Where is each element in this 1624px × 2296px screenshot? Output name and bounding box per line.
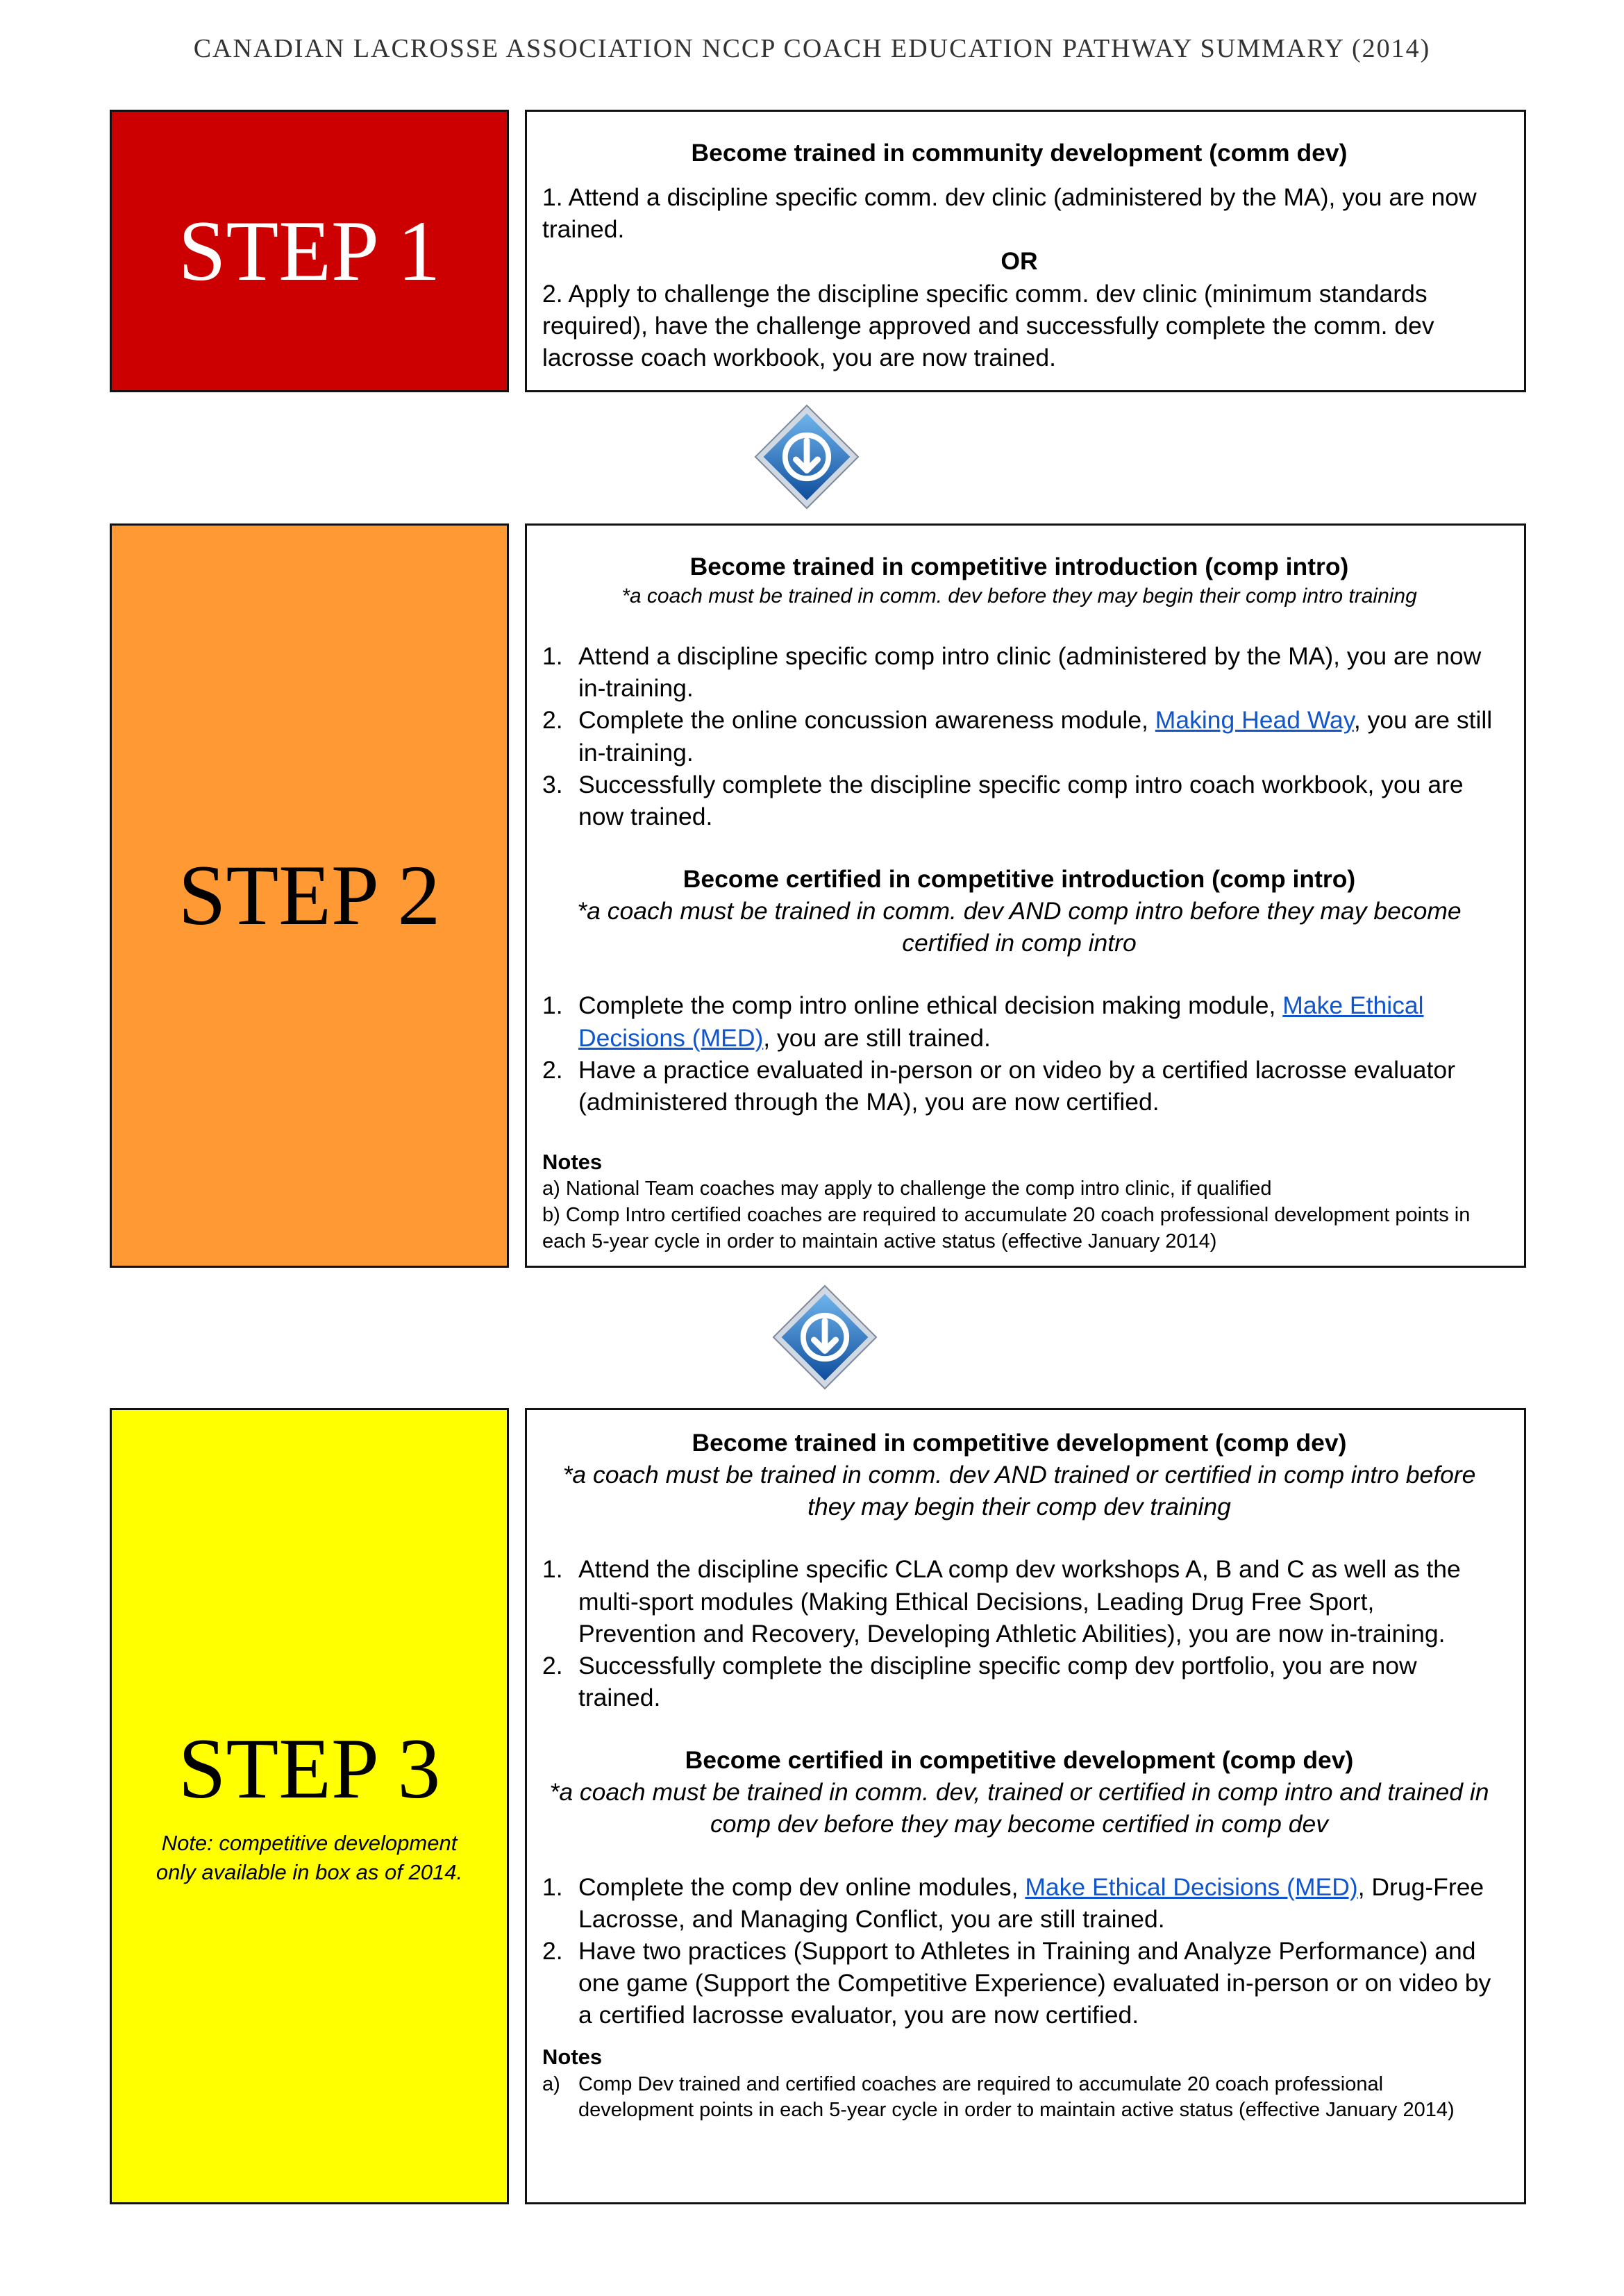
step2-certified-note: *a coach must be trained in comm. dev AND comp intro before they may become certified in comp intro	[577, 897, 1462, 957]
note-item: b) Comp Intro certified coaches are required to accumulate 20 coach professional development points in each 5-year cycle in order to maintain active status (effective January 2014)	[542, 1203, 1471, 1252]
step3-notes	[542, 2072, 1496, 2124]
step1-item-1: 1. Attend a discipline specific comm. dev clinic (administered by the MA), you are now trained.	[542, 183, 1477, 244]
note-item: a) National Team coaches may apply to challenge the comp intro clinic, if qualified	[542, 1178, 1272, 1200]
step2-content	[525, 523, 1526, 1268]
step2-box	[110, 523, 509, 1268]
list-item: 1. Complete the comp intro online ethical decision making module, Make Ethical Decisions (MED), you are still trained.	[542, 991, 1424, 1052]
step3-trained-list	[542, 1553, 1496, 1713]
step1-content	[525, 110, 1526, 392]
list-item: 1. Attend a discipline specific comp intro clinic (administered by the MA), you are now in-training.	[542, 642, 1482, 703]
step1-title: STEP 1	[178, 203, 441, 299]
list-item: 2. Have a practice evaluated in-person or on video by a certified lacrosse evaluator (administered through the MA), you are now certified.	[542, 1055, 1455, 1116]
step2-certified-heading: Become certified in competitive introduction (comp intro)	[683, 864, 1356, 893]
step2-trained-note: *a coach must be trained in comm. dev before they may begin their comp intro training	[621, 585, 1417, 608]
step2-certified-list	[542, 989, 1496, 1118]
list-item: 3. Successfully complete the discipline specific comp intro coach workbook, you are now trained.	[542, 770, 1464, 830]
list-item: 1. Complete the comp dev online modules, Make Ethical Decisions (MED), Drug-Free Lacrosse, and Managing Conflict, you are still trained.	[542, 1872, 1484, 1933]
page-title: CANADIAN LACROSSE ASSOCIATION NCCP COACH EDUCATION PATHWAY SUMMARY (2014)	[193, 34, 1431, 63]
step3-certified-note: *a coach must be trained in comm. dev, trained or certified in comp intro and trained in comp dev before they may become certified in comp dev	[549, 1778, 1489, 1838]
step3-trained-heading: Become trained in competitive development (comp dev)	[692, 1429, 1347, 1457]
step3-notes-title: Notes	[542, 2045, 603, 2070]
list-item: 2. Have two practices (Support to Athletes in Training and Analyze Performance) and one game (Support the Competitive Experience) evaluated in-person or on video by a certified lacrosse evaluator, you are now certified.	[542, 1936, 1491, 2029]
step1-heading: Become trained in community development (comm dev)	[691, 139, 1348, 167]
step2-trained-list	[542, 640, 1496, 832]
step2-trained-heading: Become trained in competitive introduction (comp intro)	[689, 553, 1349, 580]
step3-box	[110, 1408, 509, 2204]
list-item: 2. Successfully complete the discipline specific comp dev portfolio, you are now trained.	[542, 1651, 1417, 1711]
step2-notes	[542, 1176, 1496, 1255]
step1-or: OR	[1001, 247, 1038, 276]
step2-notes-title: Notes	[542, 1149, 603, 1174]
step3-certified-heading: Become certified in competitive development (comp dev)	[685, 1746, 1354, 1775]
list-item: 2. Complete the online concussion awareness module, Making Head Way, you are still in-training.	[542, 706, 1493, 766]
step3-note: Note: competitive development only available in box as of 2014.	[156, 1830, 463, 1884]
down-arrow-diamond-icon	[753, 403, 861, 511]
make-ethical-decisions-link[interactable]: Make Ethical Decisions (MED)	[578, 991, 1424, 1052]
step3-title: STEP 3	[178, 1720, 441, 1816]
step1-item-2: 2. Apply to challenge the discipline specific comm. dev clinic (minimum standards required), have the challenge approved and successfully complete the comm. dev lacrosse coach workbook, you are now trained.	[542, 279, 1434, 371]
down-arrow-diamond-icon	[771, 1283, 879, 1391]
step3-trained-note: *a coach must be trained in comm. dev AND trained or certified in comp intro before they may begin their comp dev training	[562, 1461, 1476, 1521]
making-head-way-link[interactable]: Making Head Way	[1155, 706, 1354, 735]
step3-content	[525, 1408, 1526, 2204]
list-item: 1. Attend the discipline specific CLA comp dev workshops A, B and C as well as the multi-sport modules (Making Ethical Decisions, Leading Drug Free Sport, Prevention and Recovery, Developing Athletic Abilities), you are now in-training.	[542, 1555, 1461, 1648]
make-ethical-decisions-link[interactable]: Make Ethical Decisions (MED)	[1025, 1872, 1358, 1901]
step1-box	[110, 110, 509, 392]
note-item: a) Comp Dev trained and certified coaches are required to accumulate 20 coach professional development points in each 5-year cycle in order to maintain active status (effective January 2014)	[542, 2072, 1455, 2122]
step3-certified-list	[542, 1871, 1496, 2031]
step2-title: STEP 2	[178, 848, 441, 943]
